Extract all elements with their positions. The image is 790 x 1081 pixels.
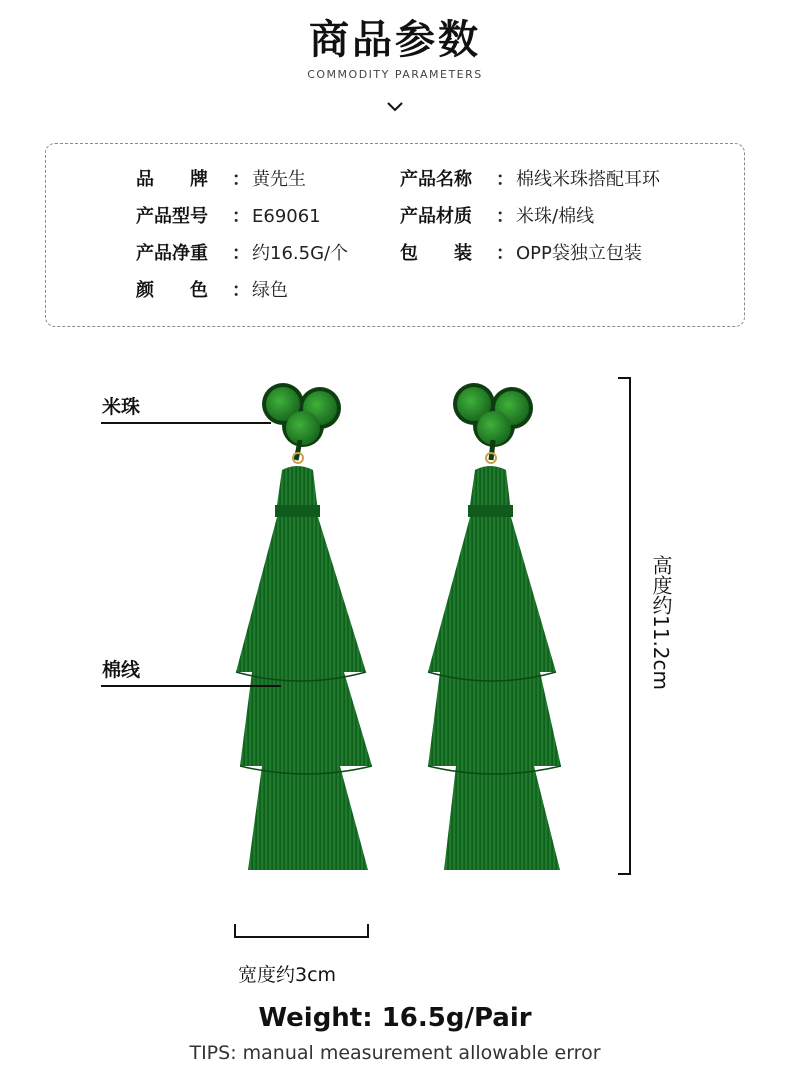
param-color-value: 绿色	[252, 280, 288, 301]
param-separator: ：	[232, 169, 250, 190]
page-subtitle: COMMODITY PARAMETERS	[307, 68, 483, 81]
param-model-value: E69061	[252, 206, 321, 227]
thread-callout-label: 棉线	[102, 659, 141, 681]
left-earring	[236, 383, 372, 870]
height-bracket	[618, 378, 631, 874]
param-separator: ：	[496, 169, 514, 190]
param-separator: ：	[496, 243, 514, 264]
weight-caption: Weight: 16.5g/Pair	[258, 1003, 532, 1033]
param-brand-value: 黄先生	[252, 169, 306, 190]
width-bracket	[235, 924, 368, 938]
param-color-label: 颜 色	[136, 280, 208, 301]
tips-caption: TIPS: manual measurement allowable error	[189, 1042, 601, 1064]
param-brand-label: 品 牌	[136, 169, 208, 190]
height-label	[646, 555, 672, 690]
tassel	[236, 466, 372, 870]
width-label: 宽度约3cm	[238, 964, 337, 986]
page-title: 商品参数	[309, 17, 481, 63]
height-label-prefix: 高度约	[649, 555, 673, 615]
param-material-value: 米珠/棉线	[516, 206, 595, 227]
param-weight-value: 约16.5G/个	[252, 243, 349, 264]
shamrock-bead-top	[262, 383, 341, 460]
shamrock-bead-top	[453, 383, 533, 460]
right-earring	[428, 383, 561, 870]
bead-callout-label: 米珠	[102, 396, 141, 418]
param-name-value: 棉线米珠搭配耳环	[516, 169, 660, 190]
param-name-label: 产品名称	[400, 169, 472, 190]
param-package-label: 包 装	[400, 243, 472, 264]
param-weight-label: 产品净重	[136, 243, 208, 264]
param-separator: ：	[232, 206, 250, 227]
thread-callout-line	[101, 685, 281, 687]
param-material-label: 产品材质	[400, 206, 472, 227]
tassel	[428, 466, 561, 870]
param-model-label: 产品型号	[136, 206, 208, 227]
param-package-value: OPP袋独立包装	[516, 243, 642, 264]
height-label-value: 11.2cm	[649, 615, 673, 691]
bead-callout-line	[101, 422, 271, 424]
param-separator: ：	[232, 280, 250, 301]
param-separator: ：	[232, 243, 250, 264]
param-separator: ：	[496, 206, 514, 227]
